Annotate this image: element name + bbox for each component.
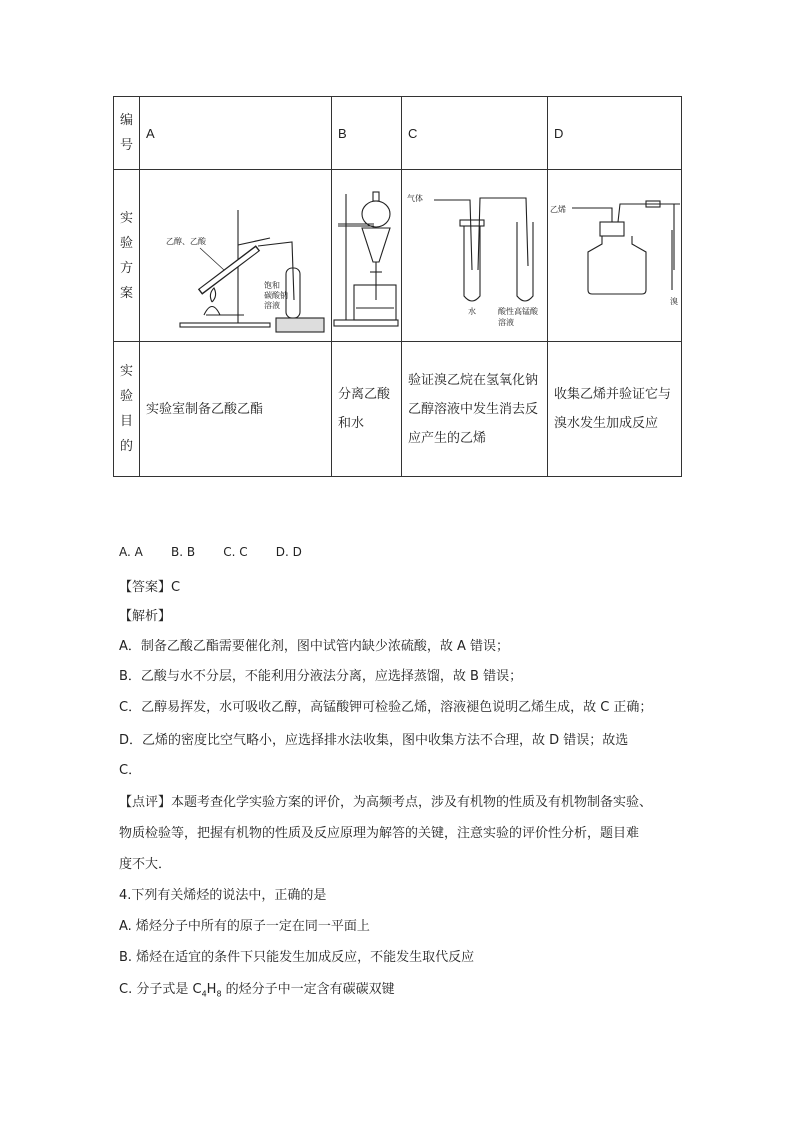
option-d: D. D <box>275 545 302 559</box>
label-c-gas: 气体 <box>407 194 423 203</box>
purpose-a: 实验室制备乙酸乙酯 <box>140 342 332 477</box>
label-a-solution: 溶液 <box>264 301 280 310</box>
purpose-d: 收集乙烯并验证它与溴水发生加成反应 <box>548 342 682 477</box>
answer-options <box>119 542 326 563</box>
analysis-line-b: B．乙酸与水不分层，不能利用分液法分离，应选择蒸馏，故 B 错误； <box>119 669 523 684</box>
comment-line-3: 度不大． <box>119 857 172 872</box>
analysis-line-a: A．制备乙酸乙酯需要催化剂，图中试管内缺少浓硫酸，故 A 错误； <box>119 639 510 654</box>
row-header-id: 编 号 <box>114 97 140 170</box>
label-a-sat: 饱和 <box>264 281 280 290</box>
col-a-id: A <box>140 97 332 170</box>
apparatus-d <box>548 170 682 342</box>
col-c-id: C <box>402 97 548 170</box>
option-b: B. B <box>170 545 196 559</box>
analysis-line-d: D．乙烯的密度比空气略小，应选择排水法收集，图中收集方法不合理，故 D 错误；故选 <box>119 733 629 748</box>
analysis-line-conclusion: C． <box>119 763 142 778</box>
header-row <box>114 97 682 170</box>
label-d-ethylene: 乙烯 <box>550 205 566 214</box>
option-c: C. C <box>223 545 248 559</box>
experiment-table <box>113 96 682 477</box>
row-header-purpose: 实 验 目 的 <box>114 342 140 477</box>
choice-c: C. 分子式是 $C_4H_8$ 的烃分子中一定含有碳碳双键 <box>119 982 395 999</box>
analysis-title: 【解析】 <box>119 609 172 624</box>
choice-a: A. 烯烃分子中所有的原子一定在同一平面上 <box>119 919 370 934</box>
comment-line-2: 物质检验等，把握有机物的性质及反应原理为解答的关键，注意实验的评价性分析，题目难 <box>119 826 640 841</box>
answer-line: 【答案】C <box>119 580 181 595</box>
label-a-carbonate: 碳酸钠 <box>264 291 288 300</box>
col-d-id: D <box>548 97 682 170</box>
choice-b: B. 烯烃在适宜的条件下只能发生加成反应，不能发生取代反应 <box>119 950 475 965</box>
purpose-b: 分离乙酸和水 <box>332 342 402 477</box>
purpose-row <box>114 342 682 477</box>
comment-line-1: 【点评】本题考查化学实验方案的评价，为高频考点，涉及有机物的性质及有机物制备实验、 <box>119 795 653 810</box>
label-c-solution: 溶液 <box>498 318 514 327</box>
apparatus-a <box>140 170 332 342</box>
scheme-row <box>114 170 682 342</box>
purpose-c: 验证溴乙烷在氢氧化钠乙醇溶液中发生消去反应产生的乙烯 <box>402 342 548 477</box>
apparatus-c <box>402 170 548 342</box>
apparatus-b <box>332 170 402 342</box>
label-d-bromine: 溴 <box>670 297 678 306</box>
label-c-kmno4: 酸性高锰酸 <box>498 307 538 316</box>
row-header-scheme: 实 验 方 案 <box>114 170 140 342</box>
analysis-line-c: C．乙醇易挥发，水可吸收乙醇，高锰酸钾可检验乙烯，溶液褪色说明乙烯生成，故 C 正确； <box>119 700 653 715</box>
option-a: A. A <box>119 545 143 559</box>
label-a-reagents: 乙醇、乙酸 <box>166 237 206 246</box>
question-stem: 4.下列有关烯烃的说法中，正确的是 <box>119 888 327 903</box>
col-b-id: B <box>332 97 402 170</box>
label-c-water: 水 <box>468 307 476 316</box>
